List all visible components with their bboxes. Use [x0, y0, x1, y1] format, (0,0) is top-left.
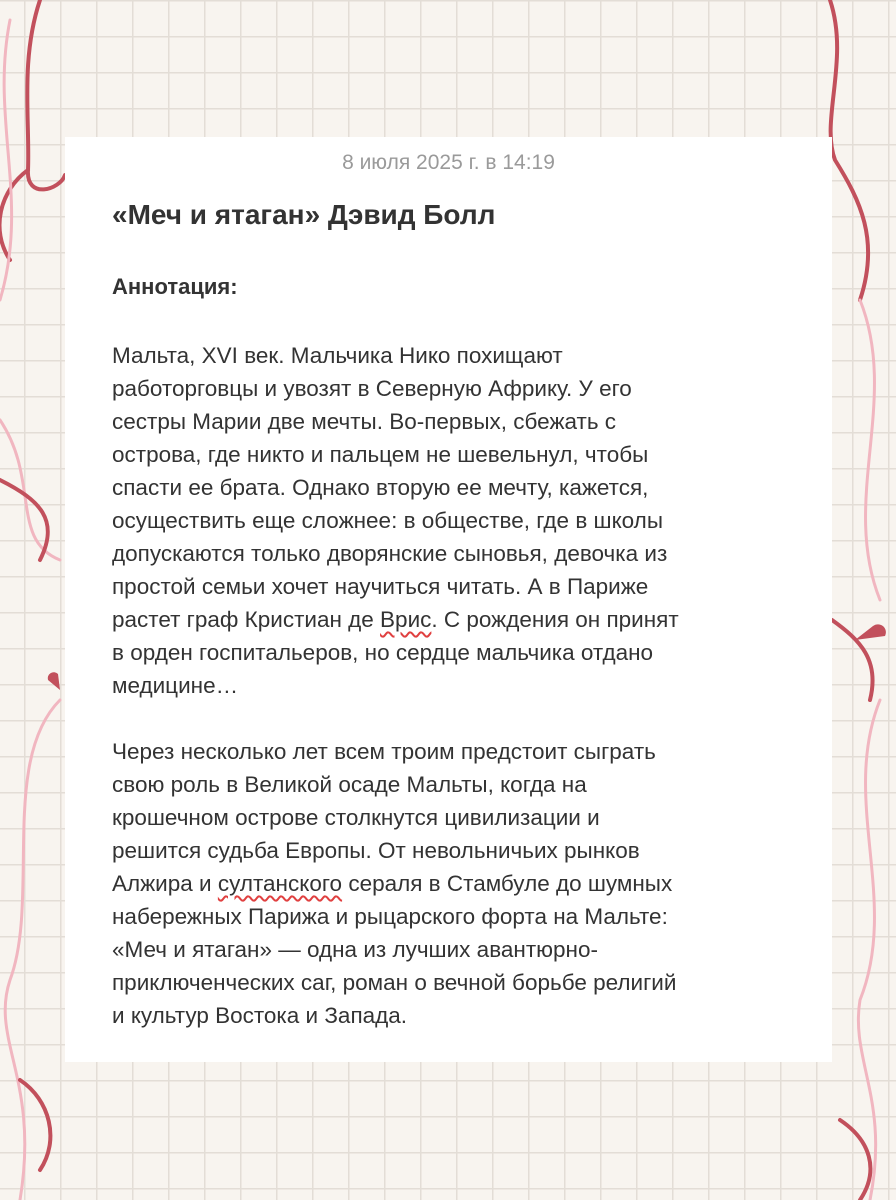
note-card [65, 137, 832, 1062]
text-line: Через несколько лет всем троим предстоит сыграть [112, 739, 656, 764]
heart-icon [48, 672, 60, 690]
note-body[interactable] [112, 339, 679, 1032]
note-date: 8 июля 2025 г. в 14:19 [342, 151, 555, 174]
text-line: крошечном острове столкнутся цивилизации и [112, 805, 600, 830]
blank-line [112, 702, 679, 735]
text-line: Мальта, XVI век. Мальчика Нико похищают [112, 343, 563, 368]
text-line: допускаются только дворянские сыновья, девочка из [112, 541, 668, 566]
ribbon-right [830, 0, 873, 1200]
text-segment: сераля в Стамбуле до шумных [342, 871, 673, 896]
text-line: спасти ее брата. Однако вторую ее мечту, кажется, [112, 475, 649, 500]
heart-icon [855, 624, 886, 640]
ribbon-left [0, 0, 65, 260]
text-line: «Меч и ятаган» — одна из лучших авантюрно- [112, 937, 598, 962]
text-line: медицине… [112, 673, 239, 698]
text-line [112, 867, 679, 900]
text-line: осуществить еще сложнее: в обществе, где в школы [112, 508, 663, 533]
text-line: работорговцы и увозят в Северную Африку. У его [112, 376, 632, 401]
misspelled-word[interactable]: султанского [217, 871, 343, 896]
text-segment: Алжира и [112, 871, 218, 896]
text-line: в орден госпитальеров, но сердце мальчика отдано [112, 640, 654, 665]
text-line: острова, где никто и пальцем не шевельнул, чтобы [112, 442, 649, 467]
text-line: и культур Востока и Запада. [112, 1003, 408, 1028]
text-line: простой семьи хочет научиться читать. А в Париже [112, 574, 649, 599]
misspelled-word[interactable]: Врис [380, 607, 432, 632]
text-segment: растет граф Кристиан де [112, 607, 381, 632]
text-line: решится судьба Европы. От невольничьих рынков [112, 838, 640, 863]
text-segment: . С рождения он принят [431, 607, 679, 632]
text-line: сестры Марии две мечты. Во-первых, сбежать с [112, 409, 617, 434]
text-line [112, 603, 679, 636]
note-title[interactable]: «Меч и ятаган» Дэвид Болл [112, 199, 496, 230]
ribbon-right-pink [858, 300, 880, 1200]
text-line: приключенческих саг, роман о вечной борьбе религий [112, 970, 677, 995]
annotation-heading[interactable]: Аннотация: [112, 274, 238, 299]
text-line: свою роль в Великой осаде Мальты, когда на [112, 772, 587, 797]
text-line: набережных Парижа и рыцарского форта на Мальте: [112, 904, 668, 929]
ribbon-left-pink [0, 20, 60, 1200]
